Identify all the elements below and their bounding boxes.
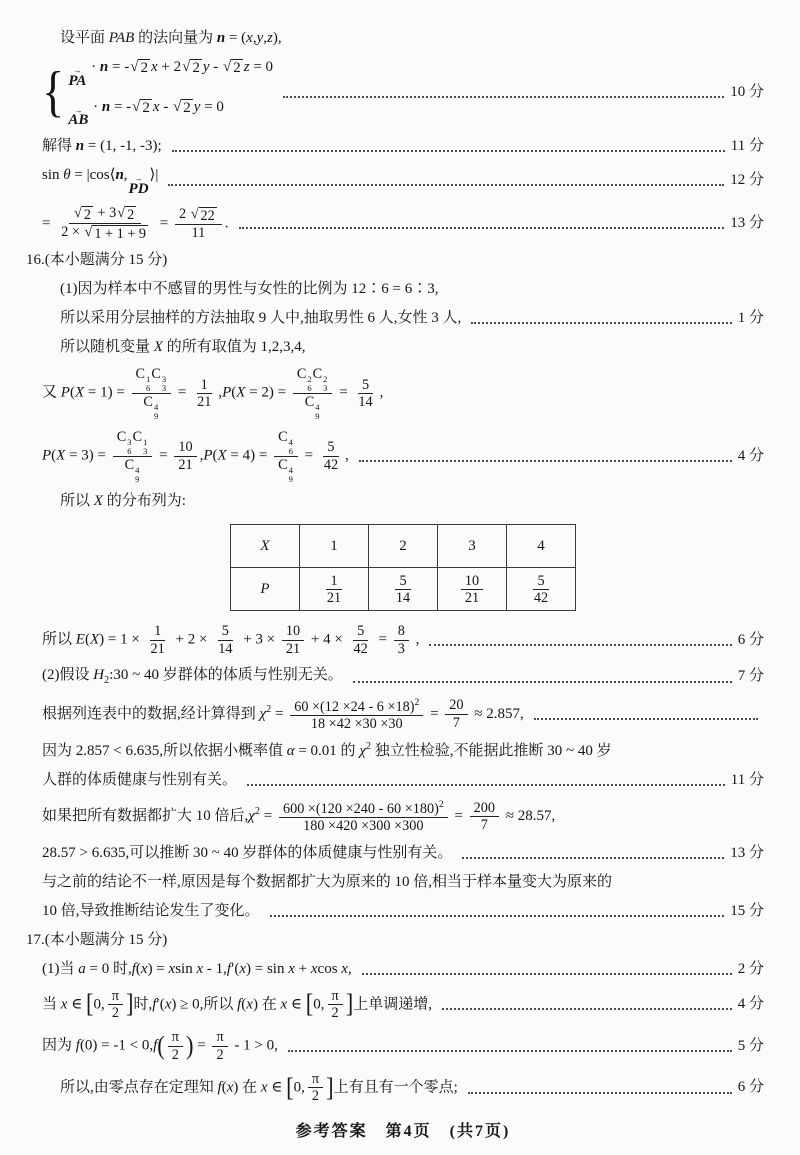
combination-index: 4 6 xyxy=(288,436,293,456)
table-cell xyxy=(507,568,576,611)
answer-line xyxy=(42,1029,764,1063)
superscript: 2 xyxy=(438,799,444,810)
answer-line xyxy=(60,308,764,329)
math-var: x xyxy=(196,960,204,977)
equation-system-line xyxy=(42,57,764,128)
math-var: P xyxy=(42,447,52,464)
math-var: z xyxy=(243,59,250,75)
line-content: (2)假设 $H_2:30$ ~ 40 岁群体的体质与性别无关。 xyxy=(42,667,343,687)
math-var: χ xyxy=(259,705,267,722)
cases-block xyxy=(42,57,273,128)
math-vector-symbol: n xyxy=(99,59,109,75)
math-var: x xyxy=(164,995,172,1012)
math-var: x xyxy=(60,995,68,1012)
math-fraction: $\frac{\pi}{2}$ xyxy=(328,988,343,1022)
line-content: 又 P(X = 1) = C 1 6 C 3 3 C 4 9 = $\frac{1}{21}$ ,P(X = 2) = C 2 6 C 2 3 C 4 9 = $\frac{5}{14}$ , xyxy=(42,366,384,421)
line-content: (1)因为样本中不感冒的男性与女性的比例为 12∶6 = 6∶3, xyxy=(60,281,439,298)
combination-index: 4 9 xyxy=(288,464,293,484)
answer-line xyxy=(42,205,764,243)
subscript: 2 xyxy=(104,675,110,687)
line-content: 人群的体质健康与性别有关。 xyxy=(42,772,238,788)
dotted-leader xyxy=(362,963,732,974)
math-var: x xyxy=(140,960,148,977)
math-vector-symbol: n xyxy=(75,138,85,155)
line-content: 28.57 > 6.635,可以推断 30 ~ 40 岁群体的体质健康与性别有关。 xyxy=(42,844,453,861)
answer-line xyxy=(42,872,764,893)
math-fraction: $\frac{5}{42}$ xyxy=(323,439,339,473)
line-content: 当 x ∈ [0, $\frac{\pi}{2}$ ]时,f′(x) ≥ 0,所以 f(x) 在 x ∈ [0, $\frac{\pi}{2}$ ]上单调递增, xyxy=(42,987,432,1021)
sqrt-radical: √ 2 xyxy=(173,98,191,116)
line-content: P(X = 3) = C 3 6 C 1 3 C 4 9 = $\frac{10}{21}$ ,P(X = 4) = C 4 6 C 4 9 = $\frac{5}{42}$ , xyxy=(42,428,349,484)
math-var: χ xyxy=(248,808,255,825)
math-fraction: $\frac{1}{21}$ xyxy=(326,572,342,606)
dotted-leader xyxy=(168,175,724,186)
arrow-icon: → xyxy=(73,66,82,75)
math-fraction: C 4 6 C 4 9 xyxy=(274,429,298,484)
math-var: x xyxy=(246,995,253,1012)
superscript: 2 xyxy=(266,703,272,715)
math-var: X xyxy=(217,447,227,464)
math-var: f xyxy=(131,960,136,977)
math-fraction: 2 √ 22 11 xyxy=(175,206,222,242)
radical-icon: √ xyxy=(74,204,82,221)
math-var: X xyxy=(89,631,100,648)
math-var: X xyxy=(93,493,103,510)
math-var: f xyxy=(237,995,242,1012)
math-fraction: $\frac{\pi}{2}$ xyxy=(108,988,123,1022)
table-row xyxy=(231,568,576,611)
dotted-leader xyxy=(239,218,725,229)
math-var: E xyxy=(75,631,85,648)
table-cell xyxy=(300,568,369,611)
bracket-delimiter: [ xyxy=(286,1072,294,1102)
page-footer-text: 参考答案 第4页 (共7页) xyxy=(295,1122,511,1140)
math-var: P xyxy=(260,580,270,597)
math-fraction: $\frac{8}{3}$ xyxy=(394,623,409,657)
math-var: P xyxy=(222,385,232,402)
line-content: 所以随机变量 X 的所有取值为 1,2,3,4, xyxy=(60,339,306,356)
superscript: 2 xyxy=(365,741,372,752)
math-var: y xyxy=(193,98,201,115)
table-cell: 2 xyxy=(369,525,438,568)
math-fraction: √ 2 + 3 √ 2 2 × √ 1 + 1 + 9 xyxy=(61,204,147,242)
line-content: (1)当 a = 0 时,f(x) = xsin x - 1,f′(x) = sin x + xcos x, xyxy=(42,960,352,977)
answer-line xyxy=(60,1071,764,1105)
sqrt-radical: √ 2 xyxy=(132,98,150,116)
math-var: α xyxy=(286,743,295,759)
math-fraction: $\frac{5}{42}$ xyxy=(353,623,368,657)
line-content: 因为 2.857 < 6.635,所以依据小概率值 α = 0.01 的 $\chi^2$ 独立性检验,不能据此推断 30 ~ 40 岁 xyxy=(42,741,612,759)
radical-icon: √ xyxy=(132,98,141,115)
score-label: 6 分 xyxy=(737,631,764,648)
bracket-delimiter: ] xyxy=(326,1072,334,1102)
math-var: H xyxy=(93,667,105,684)
superscript: 2 xyxy=(414,696,420,708)
line-content: 因为 f(0) = -1 < 0,f( $\frac{\pi}{2}$ ) = $\frac{\pi}{2}$ - 1 > 0, xyxy=(42,1029,278,1063)
score-label: 7 分 xyxy=(737,668,764,685)
dotted-leader xyxy=(359,451,732,462)
bracket-delimiter: [ xyxy=(305,989,314,1018)
score-label: 13 分 xyxy=(730,214,764,231)
bracket-delimiter: [ xyxy=(86,989,94,1018)
answer-line xyxy=(42,770,764,791)
page-footer xyxy=(42,1121,764,1143)
line-content: 与之前的结论不一样,原因是每个数据都扩大为原来的 10 倍,相当于样本量变大为原来的 xyxy=(42,873,613,890)
line-content: sin θ = |cos⟨n, → PD ⟩| xyxy=(42,167,159,197)
score-label: 15 分 xyxy=(730,902,764,919)
line-content: 16.(本小题满分 15 分) xyxy=(26,252,168,269)
answers-body xyxy=(26,28,764,1105)
sqrt-radical: √ 2 xyxy=(182,59,200,76)
math-var: P xyxy=(60,385,70,402)
math-fraction: C 3 6 C 1 3 C 4 9 xyxy=(113,429,153,484)
answer-line xyxy=(42,697,764,733)
math-var: y xyxy=(202,59,210,75)
line-content: 解得 n = (1, -1, -3); xyxy=(42,138,162,155)
line-content: 所以,由零点存在定理知 f(x) 在 x ∈ [0, $\frac{\pi}{2}$ ]上有且有一个零点; xyxy=(60,1071,458,1105)
radical-icon: √ xyxy=(84,223,93,240)
math-fraction: $\frac{10}{21}$ xyxy=(174,439,196,473)
dotted-leader xyxy=(468,1082,732,1093)
math-fraction: $\frac{10}{21}$ xyxy=(282,623,304,657)
table-row xyxy=(231,525,576,568)
math-var: y xyxy=(256,30,264,46)
combination-index: 1 6 xyxy=(146,374,151,394)
score-label: 11 分 xyxy=(730,138,764,155)
dotted-leader xyxy=(353,671,732,682)
radical-icon: √ xyxy=(130,59,139,75)
answer-line xyxy=(42,429,764,484)
math-fraction: $\frac{10}{21}$ xyxy=(461,573,483,607)
radical-icon: √ xyxy=(182,59,191,75)
bracket-delimiter: ] xyxy=(126,989,134,1018)
combination-index: 4 9 xyxy=(153,401,159,421)
answer-line xyxy=(60,491,764,512)
bracket-delimiter: ] xyxy=(345,989,354,1018)
math-var: X xyxy=(74,385,85,402)
math-fraction: $\frac{5}{14}$ xyxy=(395,572,411,606)
math-var: f xyxy=(226,960,232,977)
dotted-leader xyxy=(462,847,724,858)
math-fraction: $\frac{5}{14}$ xyxy=(358,376,373,411)
line-content: 17.(本小题满分 15 分) xyxy=(26,931,168,948)
math-vector-symbol: n xyxy=(115,167,124,184)
answer-line xyxy=(26,250,764,271)
score-label: 12 分 xyxy=(730,172,764,189)
score-label: 2 分 xyxy=(737,960,764,977)
radical-icon: √ xyxy=(190,205,199,222)
math-var: x xyxy=(246,30,253,46)
brace-icon: { xyxy=(42,61,65,123)
sqrt-radical: √ 1 + 1 + 9 xyxy=(84,223,147,242)
math-var: f xyxy=(152,995,157,1012)
math-fraction: $\frac{1}{21}$ xyxy=(150,623,165,657)
math-var: x xyxy=(226,1079,234,1096)
answer-line xyxy=(60,337,764,358)
math-fraction: C 1 6 C 3 3 C 4 9 xyxy=(132,366,172,421)
line-content: 如果把所有数据都扩大 10 倍后$,\chi^2$ = $\frac{600 \times(120 \times 240 - 60 \times 180)^2}{180 \times 420 \times 300 \times 300}$ = $\frac{200}{7}$ ≈ 28.57, xyxy=(42,799,556,835)
dotted-leader xyxy=(247,775,725,786)
answer-line xyxy=(42,988,764,1022)
math-var: X xyxy=(153,339,163,356)
score-label: 4 分 xyxy=(737,447,764,464)
radical-icon: √ xyxy=(117,204,126,221)
sqrt-radical: √ 2 xyxy=(117,204,135,223)
line-content: 所以 X 的分布列为: xyxy=(60,493,186,510)
line-content: 所以 E(X) = 1 × $\frac{1}{21}$ + 2 × $\frac{5}{14}$ + 3 × $\frac{10}{21}$ + 4 × $\frac{5}{42}$ = $\frac{8}{3}$ , xyxy=(42,623,420,657)
math-var: X xyxy=(236,385,246,402)
cases-row: → AB · n = - √ 2 x - √ 2 y = 0 xyxy=(68,98,224,129)
math-fraction: $\frac{\pi}{2}$ xyxy=(212,1029,227,1063)
line-content: 设平面 PAB 的法向量为 n = (x,y,z), xyxy=(60,30,282,46)
combination-index: 2 6 xyxy=(307,374,312,394)
dotted-leader xyxy=(429,635,731,646)
answer-line xyxy=(42,623,764,657)
combination-index: 4 9 xyxy=(315,401,320,421)
math-fraction: $\frac{5}{14}$ xyxy=(218,623,233,657)
dotted-leader xyxy=(172,141,725,152)
radical-icon: √ xyxy=(173,98,182,115)
math-vector-symbol: n xyxy=(101,98,111,115)
math-var: χ xyxy=(359,743,366,759)
math-var: x xyxy=(310,960,318,977)
math-var: a xyxy=(78,960,86,977)
math-var: PAB xyxy=(108,30,135,46)
answer-line xyxy=(42,740,764,762)
math-var: X xyxy=(260,537,270,554)
line-content: 10 倍,导致推断结论发生了变化。 xyxy=(42,902,260,919)
sqrt-radical: √ 2 xyxy=(130,59,148,76)
combination-index: 1 3 xyxy=(143,436,148,456)
table-cell: 1 xyxy=(300,525,369,568)
score-label: 5 分 xyxy=(737,1037,764,1054)
answer-line xyxy=(42,665,764,688)
table-cell xyxy=(369,568,438,611)
vector-arrow: → PA xyxy=(68,66,87,89)
table-cell: 4 xyxy=(507,525,576,568)
line-content: 所以采用分层抽样的方法抽取 9 人中,抽取男性 6 人,女性 3 人, xyxy=(60,310,462,327)
math-fraction: C 2 6 C 2 3 C 4 9 xyxy=(293,366,333,421)
table-cell xyxy=(231,568,300,611)
math-var: x xyxy=(168,960,176,977)
answer-line xyxy=(26,930,764,951)
answer-line xyxy=(42,366,764,421)
superscript: 2 xyxy=(254,806,260,818)
score-label: 6 分 xyxy=(737,1079,764,1096)
math-var: P xyxy=(203,447,213,464)
table-cell xyxy=(438,568,507,611)
vector-arrow: → PD xyxy=(128,174,149,197)
math-var: z xyxy=(267,30,273,46)
score-label: 4 分 xyxy=(737,995,764,1012)
bracket-delimiter: ) xyxy=(185,1030,194,1060)
dotted-leader xyxy=(471,313,731,324)
table-cell: 3 xyxy=(438,525,507,568)
dotted-leader xyxy=(283,87,724,98)
distribution-table xyxy=(230,524,576,611)
math-fraction: $\frac{\pi}{2}$ xyxy=(308,1071,323,1105)
math-var: x xyxy=(341,960,348,977)
sqrt-radical: √ 2 xyxy=(74,204,91,223)
math-fraction: $\frac{20}{7}$ xyxy=(445,697,467,731)
math-fraction: $\frac{60 \times(12 \times 24 - 6 \times 18)^2}{18 \times 42 \times 30 \times 30}$ xyxy=(290,697,423,733)
sqrt-radical: √ 22 xyxy=(190,205,215,224)
math-fraction: $\frac{5}{42}$ xyxy=(533,572,549,606)
answer-line xyxy=(42,959,764,980)
answer-line xyxy=(60,279,764,300)
radical-icon: √ xyxy=(222,59,232,75)
table-cell xyxy=(231,525,300,568)
math-vector-symbol: n xyxy=(216,30,226,46)
combination-index: 2 3 xyxy=(323,374,328,394)
dotted-leader xyxy=(288,1040,732,1051)
math-var: θ xyxy=(63,167,71,184)
answer-line xyxy=(42,799,764,835)
answer-line xyxy=(42,136,764,157)
math-var: x xyxy=(239,960,247,977)
answer-line xyxy=(42,901,764,922)
answer-line xyxy=(60,28,764,49)
math-fraction: $\frac{1}{21}$ xyxy=(197,376,212,411)
math-fraction: $\frac{600 \times(120 \times 240 - 60 \times 180)^2}{180 \times 420 \times 300 \times 300}$ xyxy=(279,799,448,835)
vector-arrow: → AB xyxy=(68,105,89,129)
math-var: f xyxy=(217,1079,222,1096)
score-label: 1 分 xyxy=(737,310,764,327)
arrow-icon: → xyxy=(74,105,83,115)
sqrt-radical: √ 2 xyxy=(222,59,241,76)
combination-index: 3 3 xyxy=(161,374,167,394)
arrow-icon: → xyxy=(134,174,143,184)
answer-line xyxy=(42,165,764,197)
dotted-leader xyxy=(442,999,732,1010)
math-var: x xyxy=(150,59,158,75)
math-var: X xyxy=(56,447,66,464)
distribution-table-wrap xyxy=(42,524,764,611)
math-var: x xyxy=(288,960,295,977)
answer-line xyxy=(42,843,764,864)
cases-row: → PA · n = - √ 2 x + 2 √ 2 y - √ 2 z = 0 xyxy=(68,59,274,89)
combination-index: 4 9 xyxy=(135,464,140,484)
score-label: 10 分 xyxy=(730,84,764,101)
math-var: f xyxy=(75,1037,80,1054)
math-var: x xyxy=(280,995,288,1012)
score-label: 13 分 xyxy=(730,844,764,861)
line-content: = √ 2 + 3 √ 2 2 × √ 1 + 1 + 9 = 2 √ 22 11 . xyxy=(42,204,229,242)
line-content: 根据列连表中的数据,经计算得到 $\chi^2$ = $\frac{60 \times(12 \times 24 - 6 \times 18)^2}{18 \times 42 \times 30 \times 30}$ = $\frac{20}{7}$ ≈ 2.857, xyxy=(42,696,524,732)
bracket-delimiter: ( xyxy=(157,1030,165,1060)
math-var: x xyxy=(260,1079,268,1096)
math-var: f xyxy=(153,1037,158,1054)
math-var: x xyxy=(152,98,160,115)
score-label: 11 分 xyxy=(730,772,764,788)
dotted-leader xyxy=(270,905,725,916)
math-fraction: $\frac{\pi}{2}$ xyxy=(168,1029,183,1063)
line-content xyxy=(42,57,273,128)
dotted-leader xyxy=(534,709,758,720)
combination-index: 3 6 xyxy=(127,436,132,456)
math-fraction: $\frac{200}{7}$ xyxy=(470,800,499,834)
